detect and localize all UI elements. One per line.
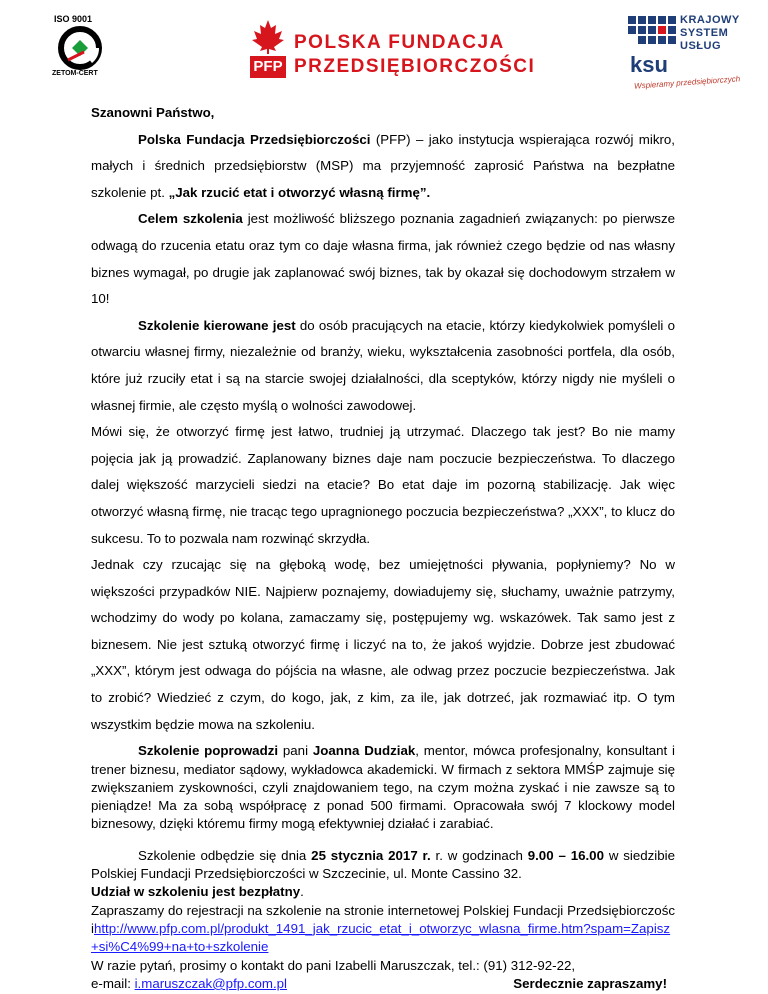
intro-paragraph: Polska Fundacja Przedsiębiorczości (PFP) – jako instytucja wspierająca rozwój mikro, małych i średnich przedsiębiorstw (MSP) ma przyjemność zaprosić Państwa na bezpłatne szkolenie pt. „Jak rzucić etat i otworzyć własną firmę”. [91,131,675,200]
swim-paragraph: Jednak czy rzucając się na głęboką wodę, bez umiejętności pływania, popłyniemy? No w większości przypadków NIE. Najpierw poznajemy, dowiadujemy się, słuchamy, uważnie patrzymy, wchodzimy do wody po kolana, zamaczamy się, postępujemy wg. wskazówek. Tak samo jest z biznesem. Nie jest sztuką otworzyć firmę i liczyć na to, że jakoś wyjdzie. Dobrze jest zbudować „XXX”, którym jest odwaga do pójścia na własne, ale odwag przez poczucie bezpieczeństwa. Jak to zrobić? Wiedzieć z czym, do kogo, jak, z kim, za ile, jak dotrzeć, jak rozmawiać itp. O tym wszystkim będzie mowa na szkoleniu. [91,557,675,732]
register-link[interactable]: http://www.pfp.com.pl/produkt_1491_jak_rzucic_etat_i_otworzyc_wlasna_firme.htm?spam=Zapisz+si%C4%99+na+to+szkolenie [91,920,671,955]
iso-9001-logo [52,14,112,80]
event-paragraph: Szkolenie odbędzie się dnia 25 stycznia 2017 r. r. w godzinach 9.00 – 16.00 w siedzibie Polskiej Fundacji Przedsiębiorczości w Szczecinie, ul. Monte Cassino 32. [91,847,676,882]
zetom-cert-icon [58,26,102,70]
trainer-paragraph: Szkolenie poprowadzi pani Joanna Dudziak, mentor, mówca profesjonalny, konsultant i trener biznesu, mediator sądowy, wykładowca akademicki. W firmach z sektora MMŚP zajmuje się zwiększaniem zyskowności, czyli znajdowaniem tego, na czym można zyskać i nie zawsze są to pieniądze! Ma za sobą współpracę z ponad 500 firmami. Opracowała swój 7 klockowy model biznesowy, dzięki któremu firmy mogą efektywniej działać i zarabiać. [91,743,675,832]
pfp-abbr: PFP [250,56,286,78]
ksu-abbr: ksu [630,52,668,77]
letter-body [91,100,675,993]
safety-paragraph: Mówi się, że otworzyć firmę jest łatwo, trudniej ją utrzymać. Dlaczego tak jest? Bo nie mamy pojęcia jak ją prowadzić. Zaplanowany biznes daje nam poczucie bezpieczeństwa. To dlaczego dalej większość marzycieli siedzi na etacie? Bo etat daje im pozorną stabilizację. Jak więc otworzyć własną firmę, nie tracąc tego upragnionego poczucia bezpieczeństwa? „XXX”, to klucz do sukcesu. To to pozwala nam rozwinąć skrzydła. [91,424,675,546]
email-link[interactable]: i.maruszczak@pfp.com.pl [134,975,288,991]
zetom-label: ZETOM-CERT [52,70,98,77]
iso-label: ISO 9001 [54,14,93,24]
maple-leaf-icon [252,20,284,54]
pfp-name-line1: POLSKA FUNDACJA [294,32,505,53]
greeting: Szanowni Państwo, [91,105,215,120]
contact-line: W razie pytań, prosimy o kontakt do pani Izabelli Maruszczak, tel.: (91) 312-92-22, [91,957,576,973]
ksu-tagline: Wspieramy przedsiębiorczych [633,74,741,91]
goal-paragraph: Celem szkolenia jest możliwość bliższego poznania zagadnień związanych: po pierwsze odwagą do rzucenia etatu oraz tym co daje własna firma, jak również czego będzie od nas własny biznes wymagał, po drugie jak zaplanować swój biznes, tak by okazał się dochodowym strzałem w 10! [91,211,675,307]
pfp-name-line2: PRZEDSIĘBIORCZOŚCI [294,56,536,77]
closing: Serdecznie zapraszamy! [513,975,667,991]
ksu-name: KRAJOWY SYSTEM USŁUG [680,14,740,52]
ksu-grid-icon [628,16,676,52]
email-row: e-mail: i.maruszczak@pfp.com.pl Serdecznie zapraszamy! [91,975,675,993]
register-paragraph: Zapraszamy do rejestracji na szkolenie na stronie internetowej Polskiej Fundacji Przedsiębiorczościhttp://www.pfp.com.pl/produkt_1491_jak_rzucic_etat_i_otworzyc_wlasna_firme.htm?spam=Zapisz+si%C4%99+na+to+szkolenie [91,902,675,955]
ksu-logo [628,14,753,91]
free-note: Udział w szkoleniu jest bezpłatny. [91,884,304,900]
pfp-logo [212,18,536,78]
audience-paragraph: Szkolenie kierowane jest do osób pracujących na etacie, którzy kiedykolwiek pomyśleli o otwarciu własnej firmy, niezależnie od branży, wieku, wykształcenia zasobności portfela, dla osób, które już rzuciły etat i są na starcie swojej działalności, dla sceptyków, którzy nigdy nie myśleli o własnej firmie, ale często myślą o wolności zawodowej. [91,317,675,413]
